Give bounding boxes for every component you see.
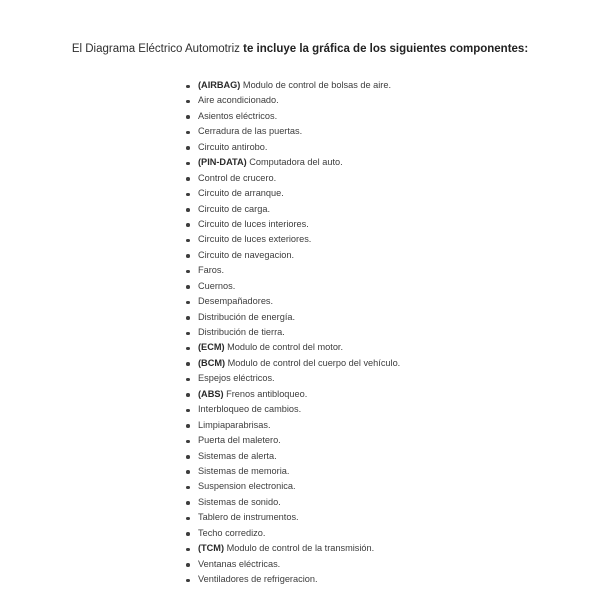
list-item [184, 541, 400, 556]
component-text: Ventanas eléctricas. [198, 558, 281, 569]
component-text: Cerradura de las puertas. [198, 126, 303, 137]
list-item [184, 526, 400, 541]
bullet-icon [186, 332, 190, 336]
component-text: Suspension electronica. [198, 481, 296, 492]
bullet-icon [186, 85, 190, 89]
intro-heading [40, 41, 560, 57]
list-item [184, 155, 400, 170]
component-text: Tablero de instrumentos. [198, 512, 299, 523]
component-text: Espejos eléctricos. [198, 373, 275, 384]
bullet-icon [186, 270, 190, 274]
list-item [184, 356, 400, 371]
component-text: Modulo de control de bolsas de aire. [240, 80, 392, 90]
bullet-icon [186, 301, 190, 305]
list-item [184, 294, 400, 309]
component-text: Desempañadores. [198, 296, 274, 307]
list-item [184, 124, 400, 139]
heading-bold: te incluye la gráfica de los siguientes componentes: [243, 43, 529, 55]
bullet-icon [186, 455, 190, 459]
bullet-icon [186, 347, 190, 351]
list-item [184, 449, 400, 464]
list-item [184, 479, 400, 494]
component-code: (ECM) [198, 342, 225, 353]
list-item [184, 248, 400, 263]
list-item [184, 93, 400, 108]
components-list [184, 78, 400, 587]
component-text: Cuernos. [198, 280, 236, 291]
list-item [184, 340, 400, 355]
bullet-icon [186, 486, 190, 490]
list-item [184, 202, 400, 217]
list-item [184, 310, 400, 325]
list-item [184, 557, 400, 572]
heading-lead: El Diagrama Eléctrico Automotriz [71, 43, 244, 55]
bullet-icon [186, 131, 190, 135]
component-text: Distribución de energía. [198, 311, 296, 322]
list-item [184, 232, 400, 247]
component-text: Sistemas de alerta. [198, 450, 277, 461]
list-item [184, 325, 400, 340]
component-code: (BCM) [198, 357, 226, 368]
component-text: Sistemas de sonido. [198, 496, 281, 507]
component-text: Modulo de control del cuerpo del vehículo. [225, 357, 401, 368]
component-code: (ABS) [198, 388, 224, 399]
bullet-icon [186, 424, 190, 428]
bullet-icon [186, 100, 190, 104]
component-text: Limpiaparabrisas. [198, 419, 271, 430]
list-item [184, 510, 400, 525]
bullet-icon [186, 470, 190, 474]
bullet-icon [186, 501, 190, 505]
bullet-icon [186, 579, 190, 583]
list-item [184, 279, 400, 294]
list-item [184, 140, 400, 155]
list-item [184, 263, 400, 278]
list-item [184, 186, 400, 201]
bullet-icon [186, 532, 190, 536]
bullet-icon [186, 409, 190, 413]
list-item [184, 217, 400, 232]
bullet-icon [186, 563, 190, 567]
component-text: Circuito de luces exteriores. [198, 234, 312, 245]
component-text: Modulo de control de la transmisión. [224, 543, 375, 554]
component-text: Ventiladores de refrigeracion. [198, 574, 318, 584]
bullet-icon [186, 239, 190, 243]
component-text: Sistemas de memoria. [198, 465, 290, 476]
list-item [184, 402, 400, 417]
list-item [184, 495, 400, 510]
component-text: Frenos antibloqueo. [223, 388, 308, 399]
bullet-icon [186, 177, 190, 181]
component-text: Aire acondicionado. [198, 95, 279, 106]
bullet-icon [186, 393, 190, 397]
component-text: Interbloqueo de cambios. [198, 404, 302, 415]
component-text: Circuito de carga. [198, 203, 271, 214]
list-item [184, 109, 400, 124]
component-text: Distribución de tierra. [198, 327, 285, 337]
bullet-icon [186, 223, 190, 227]
list-item [184, 171, 400, 186]
component-text: Circuito de arranque. [198, 188, 284, 199]
component-text: Faros. [198, 265, 225, 276]
bullet-icon [186, 316, 190, 320]
list-item [184, 433, 400, 448]
bullet-icon [186, 162, 190, 166]
bullet-icon [186, 440, 190, 444]
component-code: (PIN-DATA) [198, 157, 247, 168]
list-item [184, 78, 400, 93]
bullet-icon [186, 517, 190, 521]
list-item [184, 418, 400, 433]
bullet-icon [186, 254, 190, 258]
bullet-icon [186, 193, 190, 197]
component-text: Asientos eléctricos. [198, 110, 278, 121]
bullet-icon [186, 285, 190, 289]
component-text: Puerta del maletero. [198, 435, 281, 446]
bullet-icon [186, 378, 190, 382]
bullet-icon [186, 146, 190, 150]
component-text: Modulo de control del motor. [224, 342, 344, 353]
component-code: (AIRBAG) [198, 80, 241, 90]
component-text: Control de crucero. [198, 172, 277, 183]
list-item [184, 464, 400, 479]
component-text: Circuito de luces interiores. [198, 218, 309, 229]
bullet-icon [186, 115, 190, 119]
bullet-icon [186, 208, 190, 212]
bullet-icon [186, 362, 190, 366]
bullet-icon [186, 548, 190, 552]
component-text: Circuito antirobo. [198, 141, 268, 152]
component-text: Computadora del auto. [246, 157, 343, 168]
component-text: Techo corredizo. [198, 527, 266, 538]
component-code: (TCM) [198, 543, 225, 554]
list-item [184, 572, 400, 587]
component-text: Circuito de navegacion. [198, 249, 295, 260]
list-item [184, 387, 400, 402]
list-item [184, 371, 400, 386]
